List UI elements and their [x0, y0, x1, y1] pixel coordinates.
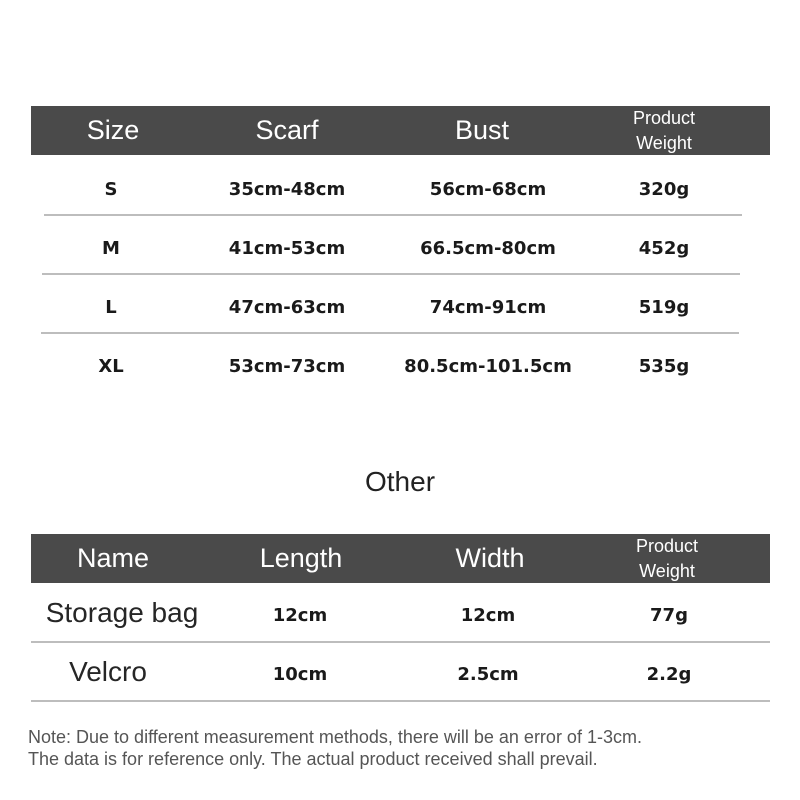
- cell-scarf: 35cm-48cm: [228, 179, 346, 200]
- cell-scarf: 53cm-73cm: [228, 356, 346, 377]
- cell-bust: 80.5cm-101.5cm: [404, 356, 572, 377]
- cell-weight: 2.2g: [646, 664, 692, 685]
- size-table-header: [31, 106, 770, 155]
- other-section-title: Other: [364, 466, 436, 497]
- row-divider: [41, 332, 739, 334]
- cell-name: Velcro: [69, 655, 147, 687]
- cell-scarf: 47cm-63cm: [228, 297, 346, 318]
- header-length: Length: [259, 543, 343, 573]
- cell-size: S: [104, 179, 118, 200]
- cell-width: 2.5cm: [457, 664, 519, 685]
- cell-width: 12cm: [460, 605, 516, 626]
- cell-size: XL: [98, 356, 124, 377]
- size-row-s: [0, 160, 800, 219]
- header-width: Width: [455, 543, 525, 573]
- cell-length: 10cm: [272, 664, 328, 685]
- size-row-l: [0, 278, 800, 337]
- cell-scarf: 41cm-53cm: [228, 238, 346, 259]
- cell-size: M: [102, 238, 120, 259]
- cell-bust: 56cm-68cm: [429, 179, 547, 200]
- cell-weight: 452g: [638, 238, 690, 259]
- cell-bust: 74cm-91cm: [429, 297, 547, 318]
- cell-size: L: [105, 297, 117, 318]
- row-divider: [42, 273, 740, 275]
- cell-name: Storage bag: [45, 596, 199, 628]
- note-line-2: The data is for reference only. The actual product received shall prevail.: [28, 749, 598, 769]
- cell-length: 12cm: [272, 605, 328, 626]
- header-scarf: Scarf: [255, 115, 319, 145]
- cell-bust: 66.5cm-80cm: [420, 238, 556, 259]
- row-divider: [31, 700, 770, 702]
- size-row-xl: [0, 337, 800, 396]
- cell-weight: 77g: [650, 605, 688, 626]
- disclaimer-note: [28, 726, 642, 770]
- header-bust: Bust: [454, 115, 510, 145]
- header-name: Name: [76, 543, 150, 573]
- other-row-storage-bag: [0, 586, 800, 645]
- cell-weight: 535g: [638, 356, 690, 377]
- header-product-weight: Product Weight: [632, 107, 696, 153]
- cell-weight: 519g: [638, 297, 690, 318]
- other-table-header: [31, 534, 770, 583]
- header-size: Size: [86, 115, 140, 145]
- note-line-1: Note: Due to different measurement methods, there will be an error of 1-3cm.: [28, 727, 642, 747]
- size-row-m: [0, 219, 800, 278]
- cell-weight: 320g: [638, 179, 690, 200]
- row-divider: [44, 214, 742, 216]
- header-product-weight: Product Weight: [635, 535, 699, 581]
- other-row-velcro: [0, 645, 800, 704]
